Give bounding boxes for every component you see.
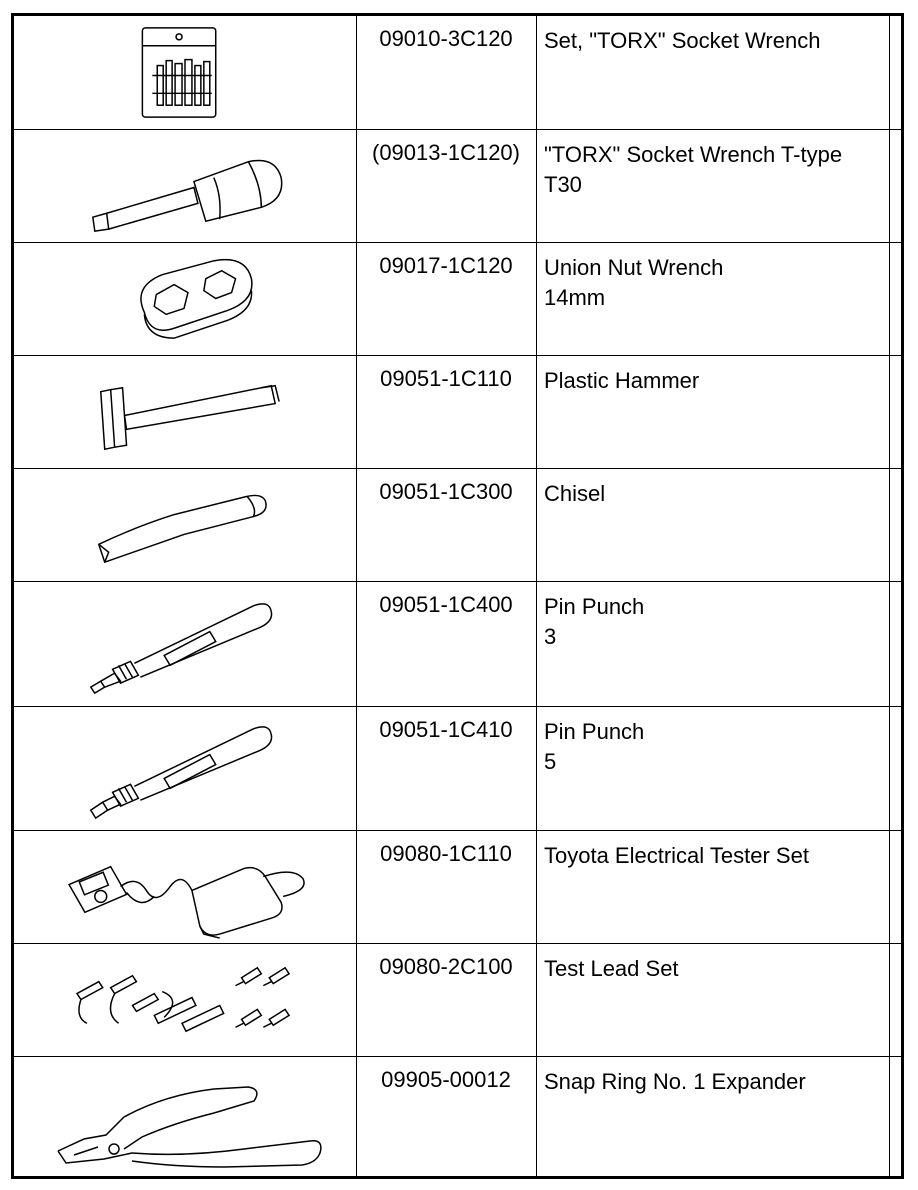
blank-column <box>890 356 901 468</box>
tool-illustration-cell <box>14 130 357 242</box>
tool-illustration-cell <box>14 582 357 706</box>
tool-illustration-cell <box>14 243 357 355</box>
tool-description <box>537 707 890 830</box>
tool-description <box>537 831 890 943</box>
tool-description <box>537 243 890 355</box>
blank-column <box>890 1057 901 1176</box>
union-nut-wrench-icon <box>14 243 356 355</box>
part-number: 09010-3C120 <box>356 16 537 129</box>
tool-name: Chisel <box>544 481 606 506</box>
part-number: (09013-1C120) <box>356 130 537 242</box>
blank-column <box>890 582 901 706</box>
blank-column <box>890 16 901 129</box>
tool-spec: 3 <box>544 624 557 649</box>
tool-illustration-cell <box>14 469 357 581</box>
blank-column <box>890 831 901 943</box>
tool-illustration-cell <box>14 831 357 943</box>
table-row <box>14 356 901 469</box>
tool-description <box>537 1057 890 1176</box>
part-number: 09080-2C100 <box>356 944 537 1056</box>
tool-illustration-cell <box>14 944 357 1056</box>
tool-illustration-cell <box>14 707 357 830</box>
snap-ring-expander-icon <box>14 1057 356 1176</box>
tool-name: Pin Punch <box>544 719 645 744</box>
tool-description <box>537 16 890 129</box>
part-number: 09080-1C110 <box>356 831 537 943</box>
tool-name: Snap Ring No. 1 Expander <box>544 1069 806 1094</box>
tool-name: Pin Punch <box>544 594 645 619</box>
special-tools-table <box>11 13 904 1179</box>
table-row <box>14 469 901 582</box>
tool-name: Set, "TORX" Socket Wrench <box>544 28 821 53</box>
part-number: 09905-00012 <box>356 1057 537 1176</box>
tool-name: Toyota Electrical Tester Set <box>544 843 809 868</box>
torx-socket-set-icon <box>14 16 356 129</box>
test-lead-set-icon <box>14 944 356 1056</box>
blank-column <box>890 130 901 242</box>
tool-description <box>537 356 890 468</box>
blank-column <box>890 707 901 830</box>
plastic-hammer-icon <box>14 356 356 468</box>
tool-description <box>537 130 890 242</box>
blank-column <box>890 469 901 581</box>
electrical-tester-set-icon <box>14 831 356 943</box>
table-row <box>14 707 901 831</box>
part-number: 09051-1C300 <box>356 469 537 581</box>
tool-name: Union Nut Wrench <box>544 255 724 280</box>
part-number: 09051-1C110 <box>356 356 537 468</box>
part-number: 09051-1C400 <box>356 582 537 706</box>
blank-column <box>890 944 901 1056</box>
tool-spec: 5 <box>544 749 557 774</box>
tool-name: Plastic Hammer <box>544 368 700 393</box>
tool-name: "TORX" Socket Wrench T-type <box>544 142 843 167</box>
table-row <box>14 16 901 130</box>
table-row <box>14 944 901 1057</box>
table-row <box>14 582 901 707</box>
tool-name: Test Lead Set <box>544 956 679 981</box>
tool-illustration-cell <box>14 16 357 129</box>
table-row <box>14 130 901 243</box>
part-number: 09017-1C120 <box>356 243 537 355</box>
pin-punch-3-icon <box>14 582 356 706</box>
tool-spec: T30 <box>544 172 582 197</box>
tool-description <box>537 944 890 1056</box>
blank-column <box>890 243 901 355</box>
tool-description <box>537 469 890 581</box>
tool-illustration-cell <box>14 1057 357 1176</box>
table-row <box>14 1057 901 1176</box>
pin-punch-5-icon <box>14 707 356 830</box>
table-row <box>14 243 901 356</box>
tool-illustration-cell <box>14 356 357 468</box>
tool-description <box>537 582 890 706</box>
table-row <box>14 831 901 944</box>
tool-spec: 14mm <box>544 285 606 310</box>
torx-t30-socket-icon <box>14 130 356 242</box>
part-number: 09051-1C410 <box>356 707 537 830</box>
chisel-icon <box>14 469 356 581</box>
